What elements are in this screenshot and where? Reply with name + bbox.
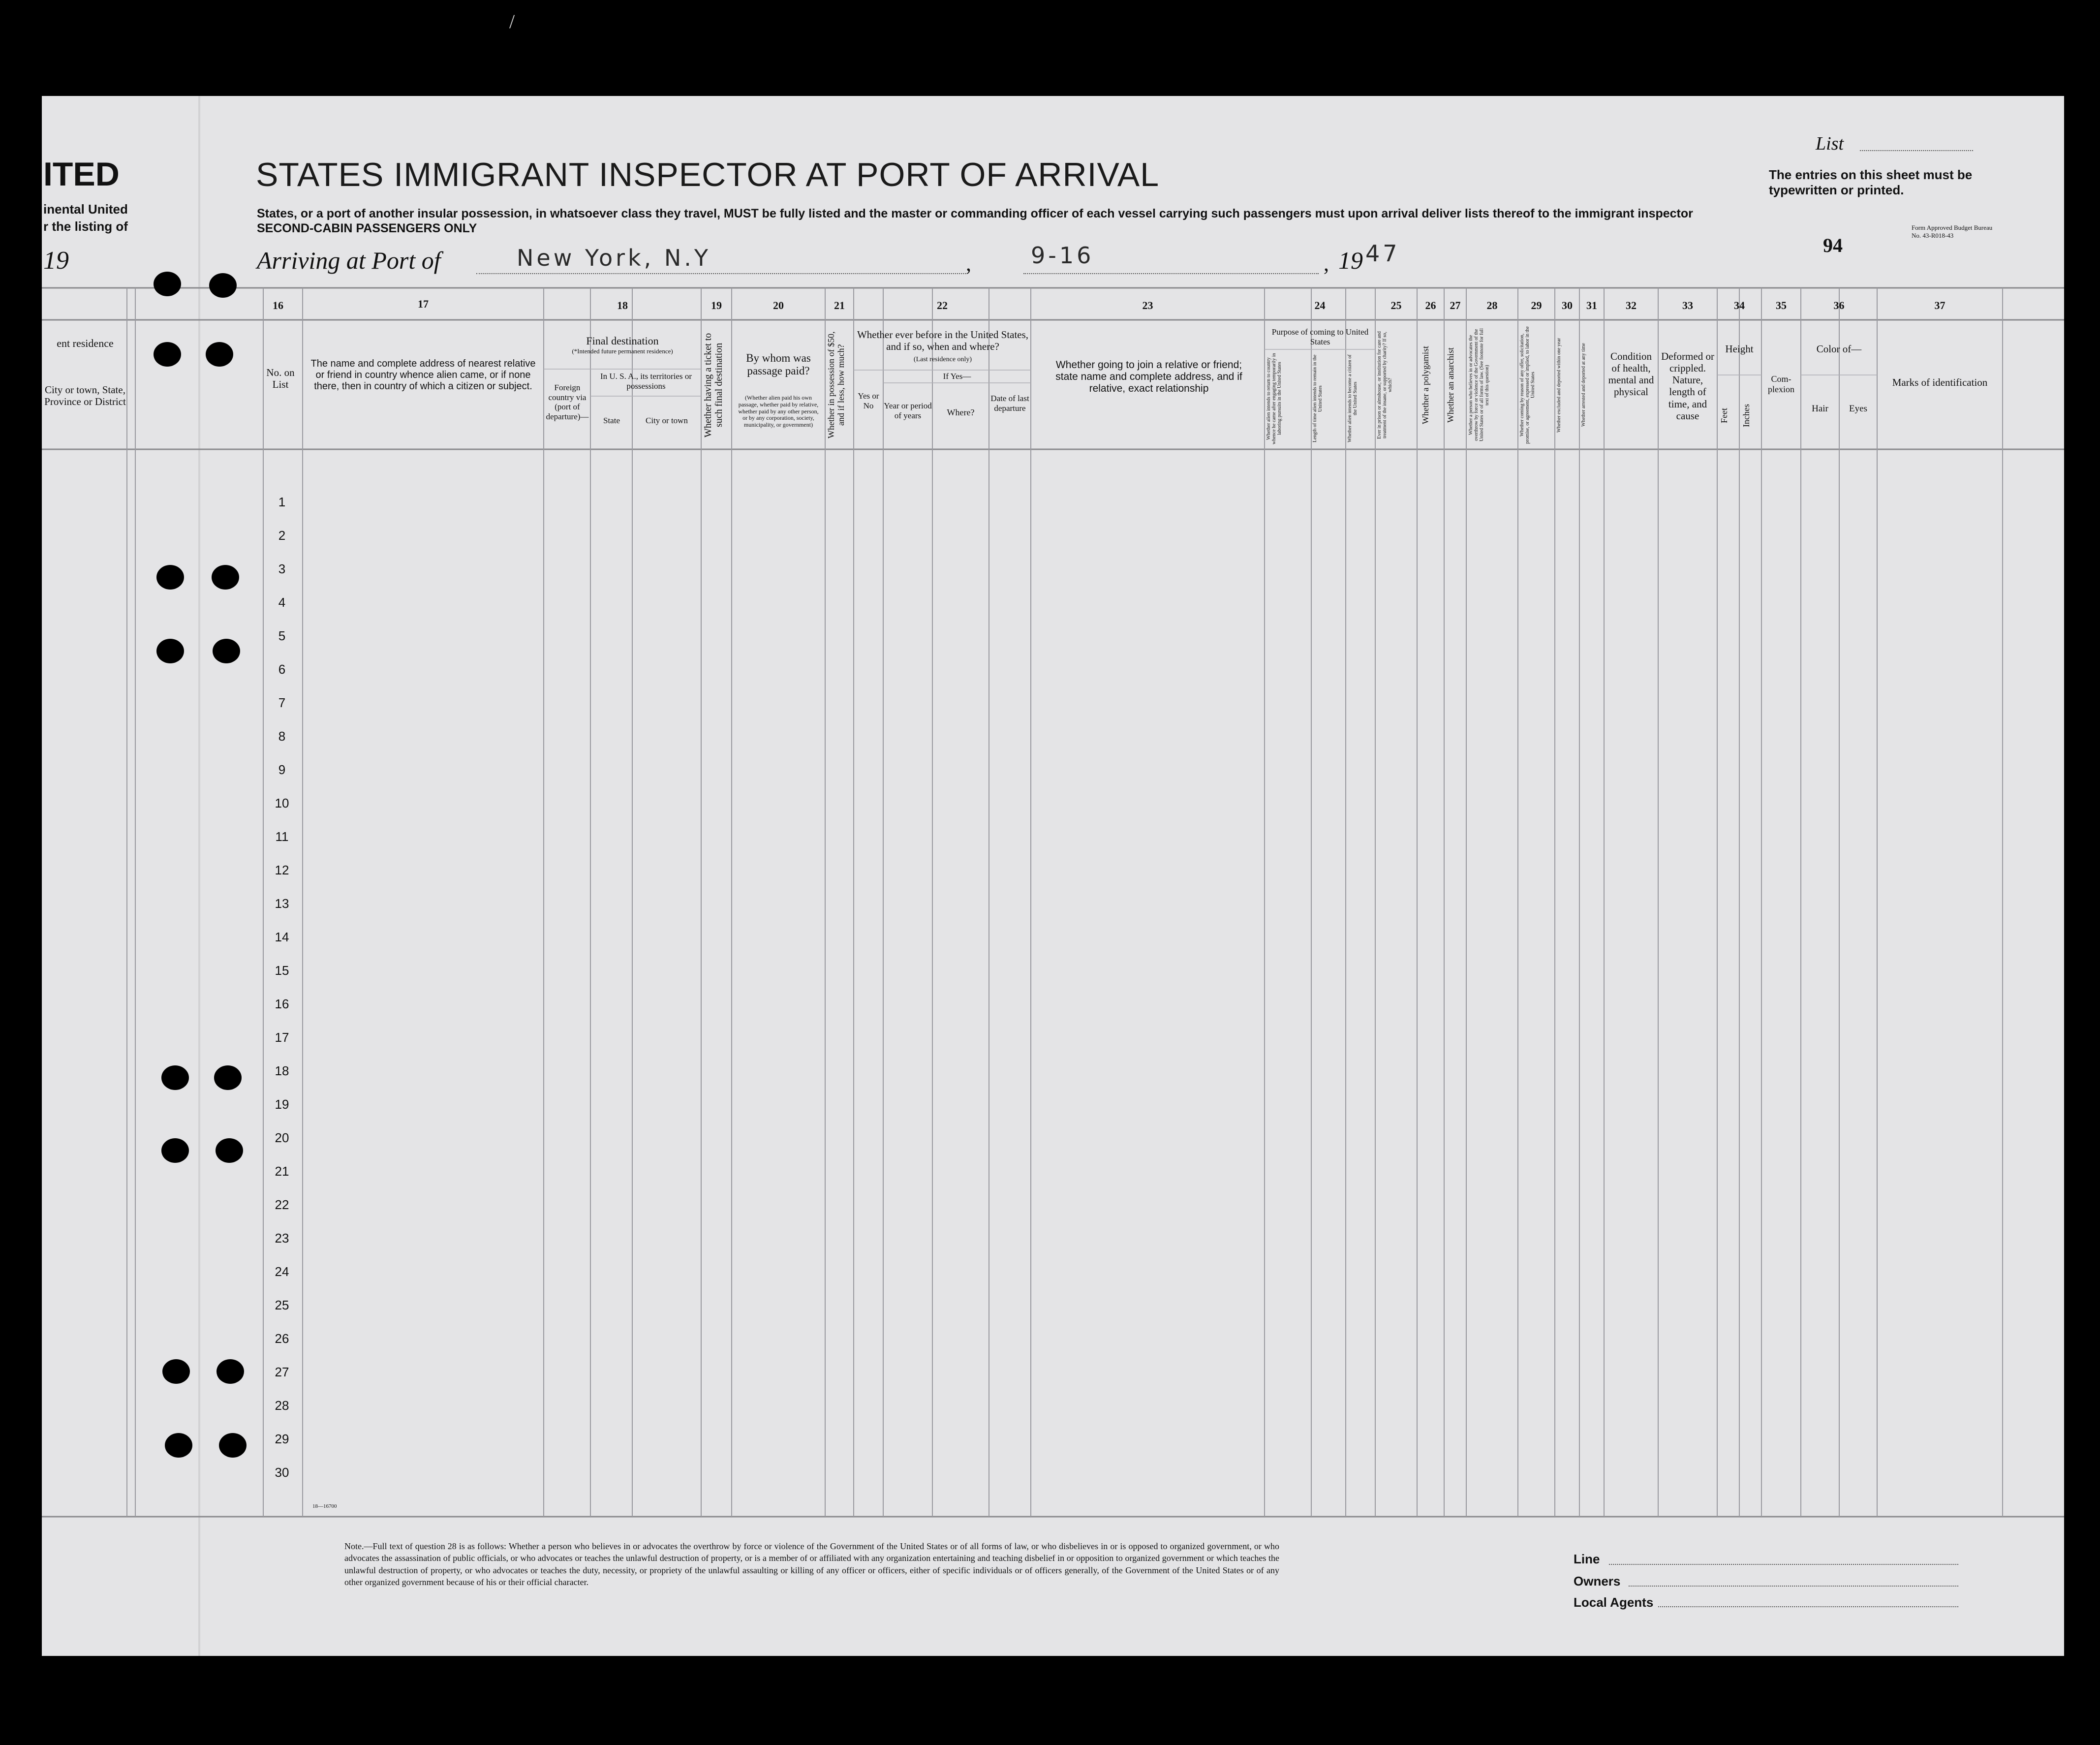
col-num-21: 21 [834, 299, 845, 312]
row-number: 13 [275, 896, 289, 911]
arriving-label: Arriving at Port of [257, 247, 441, 274]
row-number: 20 [275, 1130, 289, 1145]
col18-city: City or town [646, 416, 688, 425]
col28-label: Whether a person who believes in or advocates the overthrow by force or violence of the Government of the United States or of all forms of law. (See footnote for full text of this question) [1468, 328, 1490, 442]
row-number: 5 [278, 628, 286, 643]
form-title: STATES IMMIGRANT INSPECTOR AT PORT OF ARRIVAL [256, 156, 1160, 193]
row-number: 23 [275, 1231, 289, 1246]
col-num-20: 20 [773, 299, 784, 312]
left-line-2: r the listing of [43, 219, 128, 234]
row-number: 24 [275, 1264, 289, 1279]
left-line-1: inental United [43, 202, 128, 217]
col30-label: Whether excluded and deported within one year [1556, 338, 1562, 433]
row-number: 10 [275, 796, 289, 810]
col24-c: Whether alien intends to become a citizen of the United States [1347, 354, 1358, 443]
left-year: 19 [43, 247, 69, 275]
col22-label: Whether ever before in the United States, and if so, when and where? [857, 329, 1029, 353]
col26-label: Whether a polygamist [1421, 346, 1430, 424]
col-num-28: 28 [1486, 299, 1498, 312]
year-prefix: 19 [1338, 247, 1363, 274]
col34-label: Height [1725, 343, 1754, 355]
list-label: List [1816, 133, 1844, 154]
col25-label: Ever in prison or almshouse, or institution for care and treatment of the insane, or supported by charity? If so, which? [1377, 331, 1393, 439]
col36-eyes: Eyes [1849, 404, 1867, 414]
row-number: 27 [275, 1365, 289, 1379]
punch-hole [216, 1359, 244, 1384]
residence-header: ent residence [57, 337, 114, 349]
owners-label: Owners [1574, 1574, 1621, 1589]
left-title-fragment: ITED [43, 156, 120, 193]
col21-label: Whether in possession of $50, and if less, how much? [826, 331, 846, 439]
punch-hole [165, 1433, 192, 1458]
col-num-24: 24 [1314, 299, 1326, 312]
row-number: 17 [275, 1030, 289, 1045]
col32-label: Condition of health, mental and physical [1608, 350, 1654, 398]
col-num-33: 33 [1682, 299, 1693, 312]
col34-feet: Feet [1719, 408, 1729, 424]
col18-sub: (*Intended future permanent residence) [572, 347, 673, 355]
col-num-30: 30 [1562, 299, 1573, 312]
line-field[interactable] [1609, 1564, 1958, 1565]
sheet-number: 94 [1823, 234, 1843, 256]
row-number: 4 [278, 595, 286, 610]
punch-hole [216, 1138, 243, 1163]
col-num-32: 32 [1626, 299, 1637, 312]
date-value: 9-16 [1031, 242, 1094, 269]
corner-mark: / [509, 10, 515, 32]
row-number: 11 [275, 829, 289, 844]
col29-label: Whether coming by reason of any offer, solicitation, promise, or agreement, expressed or implied, to labor in the United States [1519, 326, 1536, 444]
row-number: 25 [275, 1298, 289, 1312]
col-num-26: 26 [1425, 299, 1436, 312]
row-number: 14 [275, 930, 289, 944]
row-number: 6 [278, 662, 286, 677]
row-number: 9 [278, 762, 286, 777]
col22-yesno: Yes or No [858, 391, 879, 410]
footnote: Note.—Full text of question 28 is as follows: Whether a person who believes in or advocates the overthrow by force or violence of the Government of the United States or of all forms of law, or who disbelieves in or is opposed to organized government, or who advocates the assassination of public officials, or who advocates or teaches the unlawful destruction of property, or is a member of or affiliated with any organization entertaining and teaching disbelief in or opposition to organized government or which teaches the unlawful destruction of property, or who advocates or teaches the duty, necessity, or propriety of the unlawful assaulting or killing of any officer or officers, either of specific individuals or of officers generally, of the Government of the United States or of any other organized government because of his or their official character. [344, 1541, 1279, 1587]
punch-hole [154, 272, 181, 296]
form-subtitle: States, or a port of another insular possession, in whatsoever class they travel, MUST be fully listed and the master or commanding officer of each vessel carrying such passengers must upon arrival deliver lists thereof to the immigrant inspector [257, 207, 1693, 220]
owners-field[interactable] [1629, 1586, 1958, 1587]
row-number: 3 [278, 561, 286, 576]
col24-label: Purpose of coming to United States [1271, 327, 1369, 346]
row-number: 12 [275, 863, 289, 877]
col31-label: Whether arrested and deported at any time [1581, 343, 1586, 427]
col24-b: Length of time alien intends to remain in the United States [1312, 354, 1323, 443]
col16-label: No. on List [266, 367, 295, 391]
col-num-16: 16 [273, 299, 283, 312]
col-num-17: 17 [418, 298, 429, 310]
punch-hole [209, 273, 237, 298]
row-number: 19 [275, 1097, 289, 1112]
city-header: City or town, State, Province or District [44, 384, 126, 408]
local-agents-field[interactable] [1658, 1606, 1958, 1607]
row-number: 8 [278, 729, 286, 744]
punch-hole [162, 1359, 190, 1384]
col18-foreign: Foreign country via (port of departure)— [546, 383, 589, 421]
col22-date: Date of last departure [990, 394, 1029, 413]
col-num-31: 31 [1586, 299, 1597, 312]
col18-label: Final destination [586, 335, 659, 347]
punch-hole [161, 1138, 189, 1163]
punch-hole [206, 342, 233, 367]
row-number: 21 [275, 1164, 289, 1179]
class-line: SECOND-CABIN PASSENGERS ONLY [257, 221, 477, 235]
col20-label: By whom was passage paid? [746, 352, 811, 377]
year-value: 47 [1365, 240, 1400, 267]
punch-hole [214, 1065, 242, 1090]
row-number: 29 [275, 1432, 289, 1446]
col33-label: Deformed or crippled. Nature, length of time, and cause [1661, 350, 1714, 422]
row-number: 28 [275, 1398, 289, 1413]
col34-inches: Inches [1741, 404, 1751, 428]
row-number: 26 [275, 1331, 289, 1346]
col-num-19: 19 [711, 299, 722, 312]
comma-1: , [966, 251, 971, 276]
port-value: New York, N.Y [517, 245, 711, 271]
col24-a: Whether alien intends to return to country whence he came after engaging temporarily in laboring pursuits in the United States [1266, 353, 1282, 444]
punch-hole [219, 1433, 247, 1458]
row-number: 30 [275, 1465, 289, 1480]
col-num-22: 22 [937, 299, 948, 312]
col22-sub: (Last residence only) [913, 356, 972, 363]
col22-where: Where? [947, 407, 975, 417]
row-number: 1 [278, 495, 286, 509]
row-number: 15 [275, 963, 289, 978]
col36-hair: Hair [1812, 404, 1828, 414]
col22-ifyes: If Yes— [943, 372, 971, 381]
row-number: 16 [275, 997, 289, 1011]
col37-label: Marks of identification [1892, 376, 1988, 388]
col23-label: Whether going to join a relative or friend; state name and complete address, and if relative, exact relationship [1055, 359, 1242, 395]
col27-label: Whether an anarchist [1446, 347, 1455, 423]
col-num-27: 27 [1450, 299, 1461, 312]
form-code: 18—16700 [312, 1503, 337, 1509]
col-num-37: 37 [1934, 299, 1946, 312]
col-num-18: 18 [617, 299, 628, 312]
col36-label: Color of— [1816, 343, 1862, 355]
col18-state: State [603, 416, 620, 425]
col-num-35: 35 [1776, 299, 1787, 312]
row-number: 22 [275, 1197, 289, 1212]
punch-hole [154, 342, 181, 367]
punch-hole [161, 1065, 189, 1090]
col18-usa: In U. S. A., its territories or possessions [600, 372, 692, 391]
col-num-25: 25 [1390, 299, 1402, 312]
col-num-23: 23 [1142, 299, 1153, 312]
row-number: 2 [278, 528, 286, 543]
comma-2: , [1324, 251, 1329, 276]
col-num-34: 34 [1734, 299, 1745, 312]
punch-hole [156, 639, 184, 663]
col35-label: Com-plexion [1768, 374, 1794, 394]
line-label: Line [1574, 1552, 1600, 1566]
punch-hole [156, 565, 184, 590]
col19-label: Whether having a ticket to such final destination [703, 333, 724, 437]
col22-years: Year or period of years [884, 401, 932, 420]
col-num-36: 36 [1833, 299, 1845, 312]
col20-sub: (Whether alien paid his own passage, whether paid by relative, whether paid by any other person, or by any corporation, society, municipality, or government) [738, 394, 819, 429]
row-number: 7 [278, 695, 286, 710]
form-approved: Form Approved Budget Bureau No. 43-R018-43 [1912, 224, 1993, 239]
col-num-29: 29 [1531, 299, 1542, 312]
entries-note: The entries on this sheet must be typewritten or printed. [1769, 167, 1973, 198]
punch-hole [213, 639, 240, 663]
punch-hole [212, 565, 239, 590]
row-number: 18 [275, 1063, 289, 1078]
local-agents-label: Local Agents [1574, 1595, 1654, 1610]
col17-label: The name and complete address of nearest relative or friend in country whence alien came, or if none there, then in country of which a citizen or subject. [310, 358, 536, 392]
